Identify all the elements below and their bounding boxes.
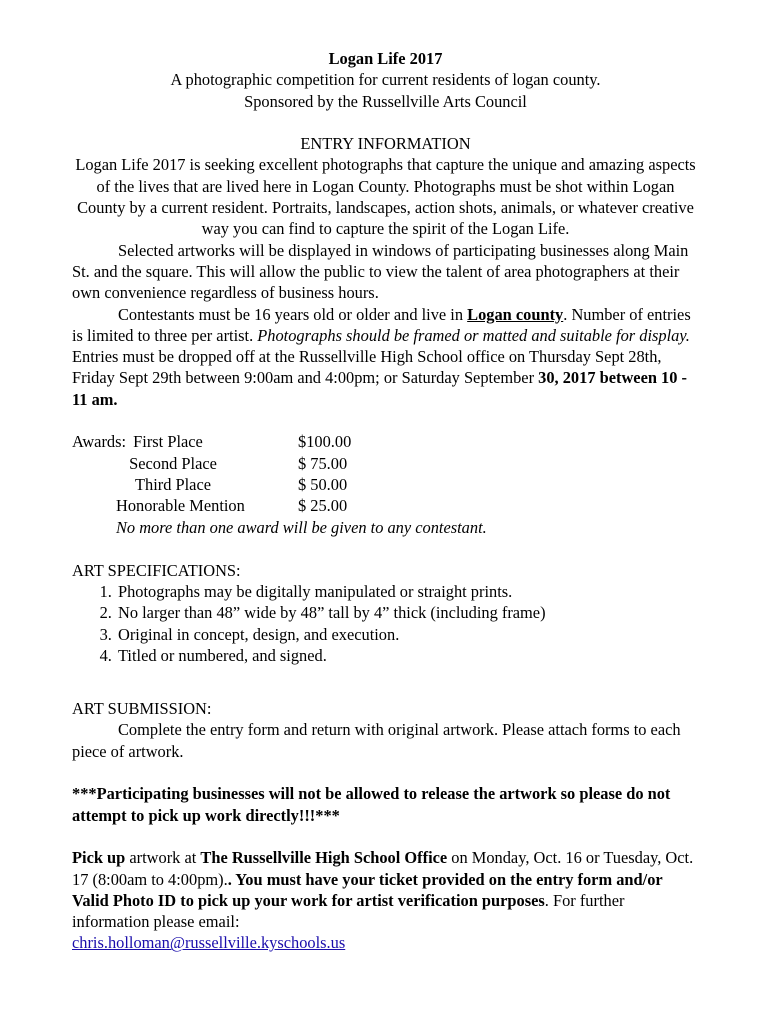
contact-email-link[interactable]: chris.holloman@russellville.kyschools.us [72,933,346,953]
submission-heading: ART SUBMISSION: [72,699,212,719]
pickup-warning: ***Participating businesses will not be allowed to release the artwork so please do not attempt to pick up work directly!!!*** [72,784,671,825]
rules-bold-date: 30, 2017 between 10 - 11 am. [72,368,688,409]
award-amount: $ 75.00 [298,453,348,473]
entry-heading: ENTRY INFORMATION [300,134,471,154]
award-place: Honorable Mention [116,496,245,516]
award-row [72,495,472,516]
document-title: Logan Life 2017 [328,49,443,68]
award-amount: $100.00 [298,432,352,452]
spec-item: 1. Photographs may be digitally manipulated or straight prints. [116,581,699,602]
pickup-location: The Russellville High School Office [200,848,448,868]
entry-intro: Logan Life 2017 is seeking excellent photographs that capture the unique and amazing aspects of the lives that are lived here in Logan County. Photographs must be shot within Logan County by a current resident. Portraits, landscapes, action shots, animals, or whatever creative way you can find to capture the spirit of the Logan Life. [75,155,696,239]
pickup-text-a: artwork at [125,848,201,868]
pickup-text-b: on Monday, Oct. 16 or Tuesday, Oct. 17 (8:00am to 4:00pm). [72,848,694,889]
display-paragraph: Selected artworks will be displayed in windows of participating businesses along Main St. and the square. This will allow the public to view the talent of area photographers at their own convenience regardless of business hours. [72,240,689,303]
pickup-bold-a: Pick up [72,848,126,868]
rules-text-b: . Number of entries is limited to three per artist. [72,304,691,345]
pickup-text-c: . For further information please email: [72,890,625,932]
awards-table [72,431,699,538]
awards-label: Awards: [72,432,127,452]
specs-heading: ART SPECIFICATIONS: [72,560,241,580]
awards-note: No more than one award will be given to any contestant. [116,517,487,537]
award-place: Second Place [129,453,217,473]
logan-county-text: Logan county [467,304,564,324]
rules-text-a: Contestants must be 16 years old or older and live in [118,304,468,324]
spec-item: 4. Titled or numbered, and signed. [116,645,699,666]
award-amount: $ 50.00 [298,474,348,494]
award-place: First Place [133,432,203,452]
spec-item: 2. No larger than 48” wide by 48” tall by 4” thick (including frame) [116,602,699,623]
submission-text: Complete the entry form and return with original artwork. Please attach forms to each piece of artwork. [72,720,681,761]
award-row [72,474,472,495]
rules-italic-text: Photographs should be framed or matted and suitable for display. [257,325,690,345]
spec-item: 3. Original in concept, design, and execution. [116,624,699,645]
sponsor-line: Sponsored by the Russellville Arts Council [244,91,527,111]
rules-paragraph [72,304,699,410]
pickup-bold-c: . You must have your ticket provided on the entry form and/or Valid Photo ID to pick up your work for artist verification purposes [72,869,663,910]
award-amount: $ 25.00 [298,496,348,516]
award-row [72,453,472,474]
award-row [72,431,472,452]
pickup-paragraph [72,847,699,932]
award-place: Third Place [134,474,211,494]
document-page [72,48,699,954]
document-subtitle: A photographic competition for current residents of logan county. [170,70,601,90]
rules-text-c: Entries must be dropped off at the Russellville High School office on Thursday Sept 28th, Friday Sept 29th between 9:00am and 4:00pm; or Saturday September [72,347,662,388]
specs-list [72,581,699,666]
